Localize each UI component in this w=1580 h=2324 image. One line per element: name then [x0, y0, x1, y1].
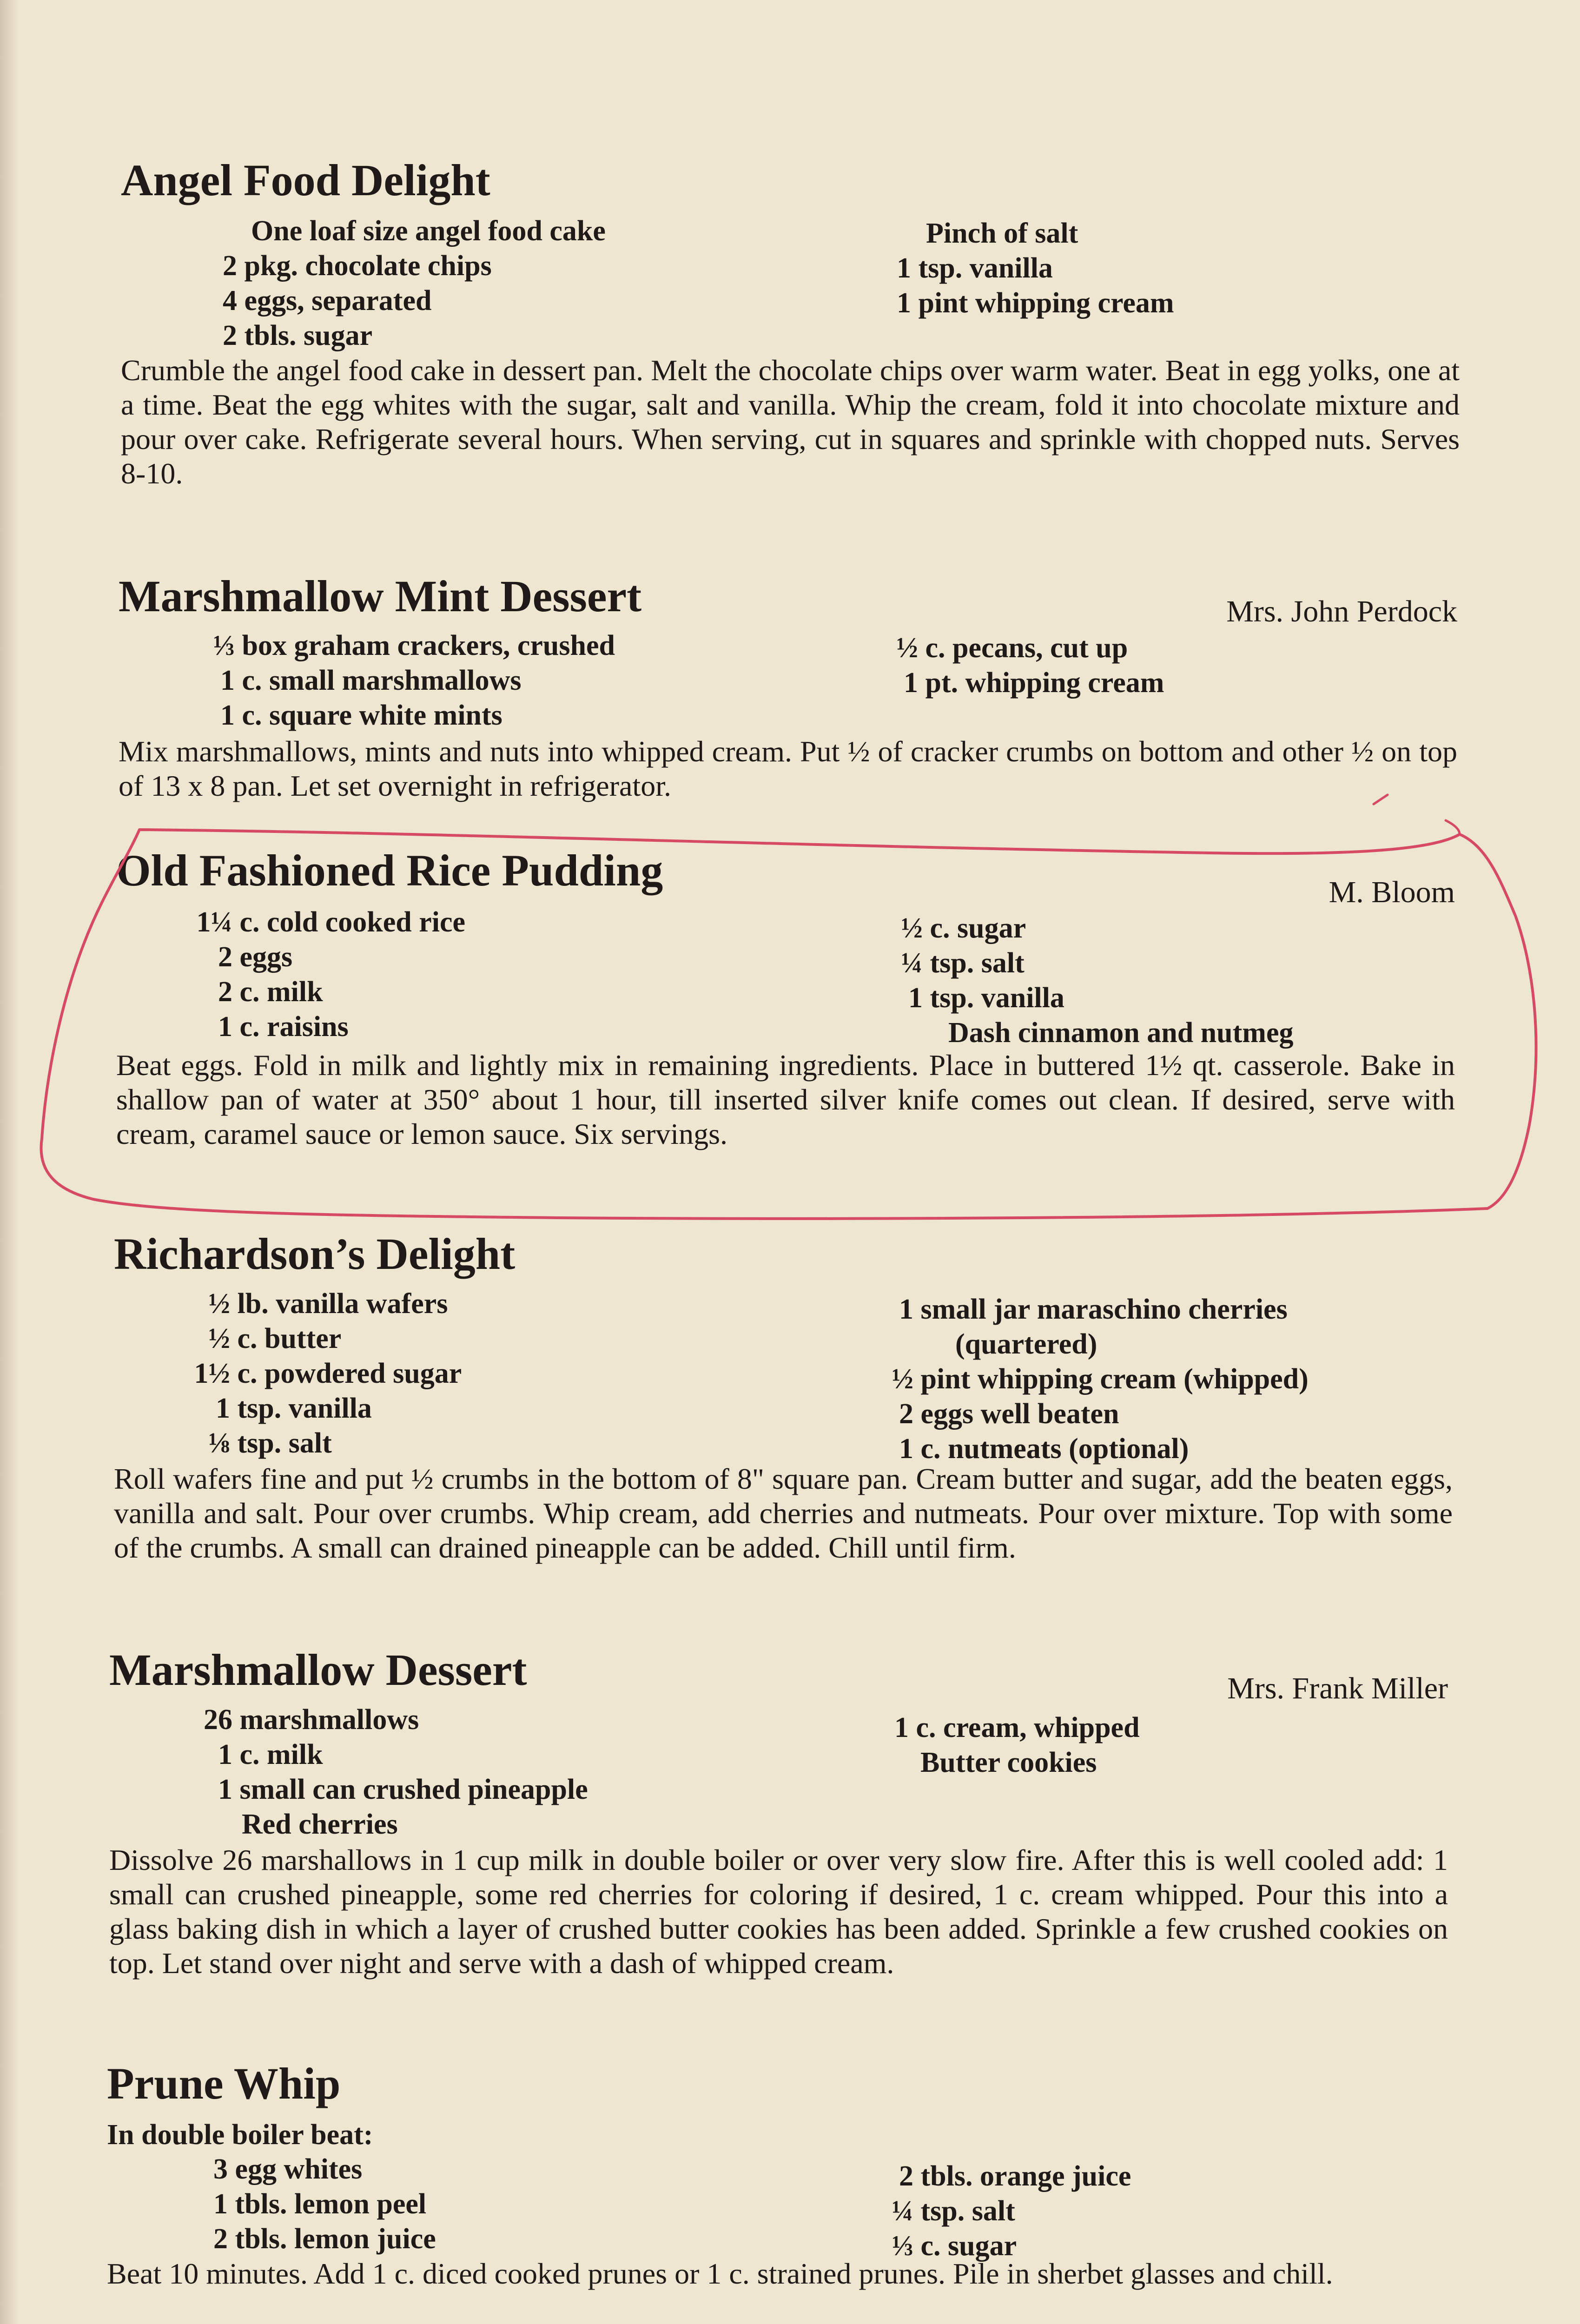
- ingredient: Pinch of salt: [926, 218, 1078, 249]
- ingredient: 1 pt. whipping cream: [904, 667, 1164, 699]
- ingredient-list-left: [205, 2152, 436, 2257]
- ingredient: ¼ tsp. salt: [901, 947, 1025, 979]
- ingredient: 1 tsp. vanilla: [897, 252, 1053, 284]
- ingredient-list-right: [890, 631, 1164, 700]
- ingredient: ⅓ box graham crackers, crushed: [213, 630, 615, 661]
- ingredient: 1 tsp. vanilla: [216, 1393, 372, 1424]
- ingredient: 1 c. raisins: [218, 1011, 349, 1043]
- ingredient: One loaf size angel food cake: [251, 215, 606, 247]
- ingredient: Dash cinnamon and nutmeg: [948, 1017, 1294, 1049]
- recipe-instructions: Beat 10 minutes. Add 1 c. diced cooked prunes or 1 c. strained prunes. Pile in sherbet glasses and chill.: [107, 2257, 1333, 2290]
- ingredient: 1 small can crushed pineapple: [218, 1774, 588, 1805]
- ingredient: ⅓ c. sugar: [892, 2230, 1017, 2262]
- ingredient: (quartered): [955, 1328, 1097, 1360]
- recipe-title: Angel Food Delight: [121, 155, 490, 205]
- ingredient: 1 small jar maraschino cherries: [899, 1294, 1288, 1325]
- recipe-title: Richardson’s Delight: [114, 1229, 516, 1279]
- ingredient-list-right: [879, 2159, 1131, 2264]
- ingredient: 1 c. nutmeats (optional): [899, 1433, 1189, 1465]
- page-edge-shadow: [0, 0, 19, 2324]
- ingredient: 1¼ c. cold cooked rice: [196, 906, 466, 938]
- ingredient: 1 c. square white mints: [220, 700, 502, 731]
- ingredient: 2 tbls. orange juice: [899, 2160, 1131, 2192]
- ingredient: 2 eggs: [218, 941, 293, 973]
- ingredient-list-right: [888, 911, 1293, 1050]
- ingredient: Red cherries: [242, 1809, 398, 1840]
- ingredient-list-left: [186, 905, 465, 1044]
- recipe-title: Old Fashioned Rice Pudding: [116, 845, 663, 895]
- ingredient: 2 pkg. chocolate chips: [223, 250, 492, 282]
- ingredient: 1 pint whipping cream: [897, 287, 1174, 319]
- ingredient: ⅛ tsp. salt: [208, 1427, 332, 1459]
- ingredient: 1½ c. powdered sugar: [194, 1358, 462, 1389]
- ingredient: 3 egg whites: [213, 2153, 363, 2185]
- ingredient: 4 eggs, separated: [223, 285, 432, 317]
- ingredient: 1 tsp. vanilla: [908, 982, 1064, 1014]
- recipe-title: Marshmallow Dessert: [109, 1645, 527, 1695]
- ingredient: 2 c. milk: [218, 976, 323, 1008]
- recipe-author: M. Bloom: [1329, 875, 1455, 909]
- ingredient-list-right: [883, 1710, 1140, 1780]
- recipe-author: Mrs. John Perdock: [1226, 594, 1457, 628]
- ingredient-list-right: [888, 216, 1174, 321]
- recipe-instructions: Roll wafers fine and put ½ crumbs in the bottom of 8" square pan. Cream butter and sugar, add the beaten eggs, vanilla and salt. Pour over crumbs. Whip cream, add cherries and nutmeats. Pour over mixture. Top with some of the crumbs. A small can drained pineapple can be added. Chill until firm.: [114, 1462, 1453, 1564]
- ingredient: Butter cookies: [920, 1747, 1097, 1778]
- recipe-instructions: Crumble the angel food cake in dessert pan. Melt the chocolate chips over warm water. Beat in egg yolks, one at a time. Beat the egg whites with the sugar, salt and vanilla. Whip the cream, fold it into chocolate mixture and pour over cake. Refrigerate several hours. When serving, cut in squares and sprinkle with chopped nuts. Serves 8-10.: [121, 354, 1460, 490]
- ingredient-list-left: [200, 1703, 588, 1842]
- recipe-subhead: In double boiler beat:: [107, 2119, 373, 2151]
- ingredient: 1 c. milk: [218, 1739, 323, 1770]
- recipe-title: Marshmallow Mint Dessert: [119, 571, 642, 621]
- ingredient-list-left: [214, 214, 606, 353]
- recipe-instructions: Beat eggs. Fold in milk and lightly mix in remaining ingredients. Place in buttered 1½ qt. casserole. Bake in shallow pan of water at 350° about 1 hour, till inserted silver knife comes out clean. If desired, serve with cream, caramel sauce or lemon sauce. Six servings.: [116, 1049, 1455, 1150]
- ingredient: 2 tbls. sugar: [223, 320, 373, 351]
- ingredient: ½ lb. vanilla wafers: [208, 1288, 448, 1320]
- ingredient: ½ c. pecans, cut up: [896, 632, 1128, 664]
- recipe-title: Prune Whip: [107, 2059, 341, 2108]
- ingredient-list-left: [184, 1287, 462, 1461]
- recipe-author: Mrs. Frank Miller: [1227, 1671, 1448, 1705]
- ingredient: 2 tbls. lemon juice: [213, 2223, 436, 2255]
- ingredient: 1 c. small marshmallows: [220, 665, 522, 696]
- recipe-instructions: Mix marshmallows, mints and nuts into whipped cream. Put ½ of cracker crumbs on bottom and other ½ on top of 13 x 8 pan. Let set overnight in refrigerator.: [119, 735, 1457, 802]
- ingredient: 2 eggs well beaten: [899, 1398, 1119, 1430]
- recipe-instructions: Dissolve 26 marshallows in 1 cup milk in double boiler or over very slow fire. After this is well cooled add: 1 small can crushed pineapple, some red cherries for coloring if desired, 1 c. cream whipped. Pour this into a glass baking dish in which a layer of crushed butter cookies has been added. Sprinkle a few crushed cookies on top. Let stand over night and serve with a dash of whipped cream.: [109, 1843, 1448, 1980]
- ingredient: ½ c. sugar: [901, 912, 1026, 944]
- ingredient-list-left: [207, 628, 615, 733]
- ingredient: ½ c. butter: [208, 1323, 342, 1354]
- ingredient: 1 tbls. lemon peel: [213, 2188, 427, 2220]
- ingredient: ¼ tsp. salt: [892, 2195, 1015, 2227]
- ingredient: ½ pint whipping cream (whipped): [892, 1363, 1309, 1395]
- ingredient-list-right: [881, 1292, 1309, 1466]
- ingredient: 26 marshmallows: [204, 1704, 419, 1736]
- ingredient: 1 c. cream, whipped: [894, 1712, 1140, 1743]
